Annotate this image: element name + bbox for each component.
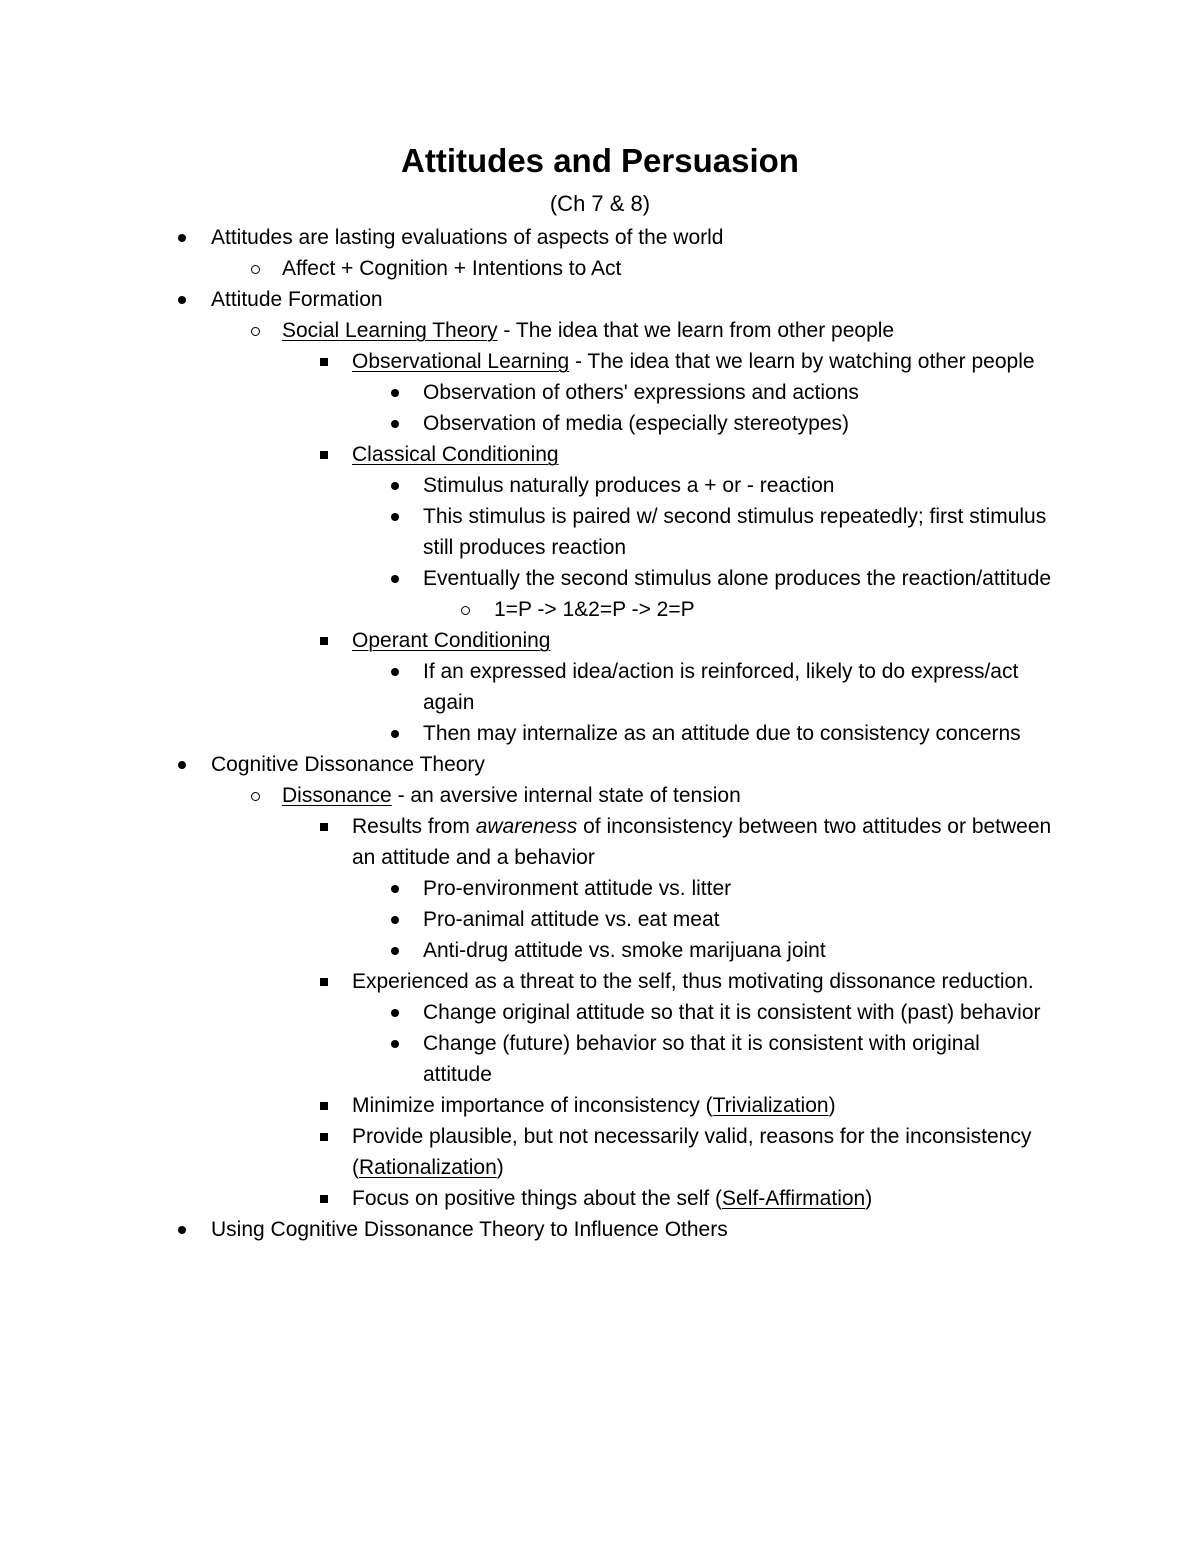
term-social-learning-theory: Social Learning Theory: [282, 319, 498, 342]
list-item: Observation of media (especially stereotypes): [423, 412, 850, 435]
page-subtitle: (Ch 7 & 8): [549, 191, 651, 216]
list-item: Provide plausible, but not necessarily valid, reasons for the inconsistency (Rationalization): [352, 1125, 1032, 1179]
list-item: Experienced as a threat to the self, thus motivating dissonance reduction.: [352, 970, 1034, 993]
term-classical-conditioning: Classical Conditioning: [352, 443, 559, 466]
emphasis-awareness: awareness: [475, 815, 578, 838]
list-item: 1=P -> 1&2=P -> 2=P: [494, 598, 695, 621]
notes-outline: [0, 222, 1200, 1245]
list-item: Attitude Formation: [211, 288, 383, 311]
list-item: [0, 625, 1200, 656]
list-item: Stimulus naturally produces a + or - reaction: [423, 474, 835, 497]
list-item: Pro-environment attitude vs. litter: [423, 877, 732, 900]
list-item: Social Learning Theory - The idea that we learn from other people: [282, 319, 895, 342]
term-rationalization: Rationalization: [359, 1156, 497, 1179]
list-item: Observational Learning - The idea that we learn by watching other people: [352, 350, 1035, 373]
list-item: This stimulus is paired w/ second stimulus repeatedly; first stimulus still produces reaction: [423, 505, 1047, 559]
term-operant-conditioning: Operant Conditioning: [352, 629, 551, 652]
list-item: Observation of others' expressions and actions: [423, 381, 859, 404]
term-observational-learning: Observational Learning: [352, 350, 570, 373]
list-item: Results from awareness of inconsistency between two attitudes or between an attitude and a behavior: [352, 815, 1052, 869]
list-item: If an expressed idea/action is reinforced, likely to do express/act again: [423, 660, 1019, 714]
list-item: Change original attitude so that it is consistent with (past) behavior: [423, 1001, 1041, 1024]
list-item: Anti-drug attitude vs. smoke marijuana joint: [423, 939, 826, 962]
term-dissonance: Dissonance: [282, 784, 392, 807]
term-trivialization: Trivialization: [712, 1094, 829, 1117]
list-item: [0, 439, 1200, 470]
list-item: Then may internalize as an attitude due to consistency concerns: [423, 722, 1021, 745]
list-item: Affect + Cognition + Intentions to Act: [282, 257, 622, 280]
term-self-affirmation: Self-Affirmation: [722, 1187, 866, 1210]
page-title: Attitudes and Persuasion: [401, 142, 799, 179]
list-item: Dissonance - an aversive internal state of tension: [282, 784, 741, 807]
list-item: Cognitive Dissonance Theory: [211, 753, 485, 776]
list-item: Change (future) behavior so that it is consistent with original attitude: [423, 1032, 980, 1086]
list-item: Focus on positive things about the self (Self-Affirmation): [352, 1187, 873, 1210]
list-item: Eventually the second stimulus alone produces the reaction/attitude: [423, 567, 1052, 590]
list-item: Using Cognitive Dissonance Theory to Influence Others: [211, 1218, 728, 1241]
list-item: Pro-animal attitude vs. eat meat: [423, 908, 720, 931]
list-item: Attitudes are lasting evaluations of aspects of the world: [211, 226, 724, 249]
list-item: Minimize importance of inconsistency (Trivialization): [352, 1094, 836, 1117]
